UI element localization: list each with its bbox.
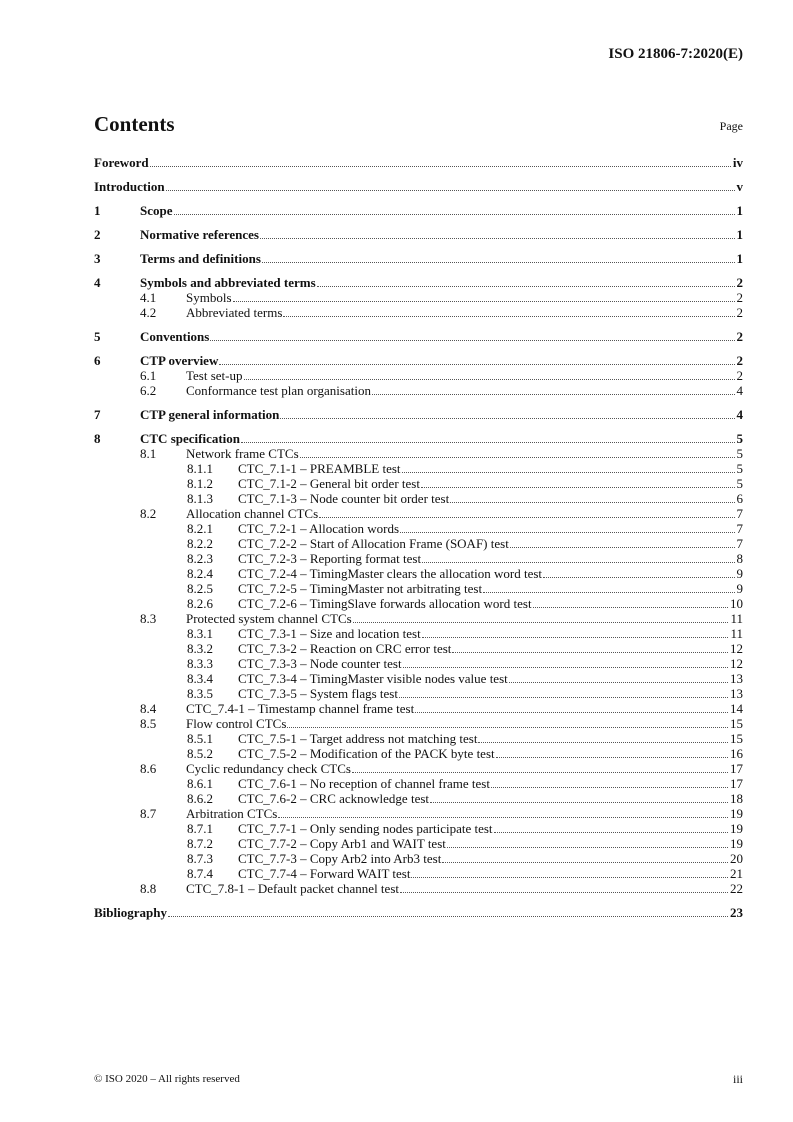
dot-leader xyxy=(219,353,734,365)
toc-entry[interactable] xyxy=(94,686,743,701)
toc-entry-number: 8.7.3 xyxy=(187,851,213,866)
toc-entry-title: CTC_7.2-4 – TimingMaster clears the allocation word test xyxy=(238,566,543,581)
toc-entry-page: 7 xyxy=(736,506,743,521)
toc-entry-title: Cyclic redundancy check CTCs xyxy=(186,761,351,776)
dot-leader xyxy=(402,461,735,473)
toc-entry[interactable] xyxy=(94,179,743,194)
toc-entry[interactable] xyxy=(94,368,743,383)
toc-entry-number: 5 xyxy=(94,329,101,344)
toc-entry-page: 2 xyxy=(736,353,743,368)
dot-leader xyxy=(422,551,734,563)
toc-entry-page: iv xyxy=(732,155,743,170)
dot-leader xyxy=(262,251,735,263)
toc-entry-title: Conventions xyxy=(140,329,210,344)
toc-entry[interactable] xyxy=(94,461,743,476)
toc-entry-page: 13 xyxy=(730,686,743,701)
toc-entry-page: 2 xyxy=(736,290,743,305)
dot-leader xyxy=(411,866,728,878)
toc-entry-number: 8.2 xyxy=(140,506,157,521)
toc-entry-page: 15 xyxy=(730,731,743,746)
dot-leader xyxy=(210,329,734,341)
toc-entry-number: 8.8 xyxy=(140,881,157,896)
dot-leader xyxy=(478,731,728,743)
toc-entry-number: 8.3.1 xyxy=(187,626,213,641)
toc-entry-page: 5 xyxy=(736,431,743,446)
toc-entry-page: 15 xyxy=(730,716,743,731)
toc-entry[interactable] xyxy=(94,290,743,305)
dot-leader xyxy=(352,761,728,773)
toc-entry-title: CTC_7.7-1 – Only sending nodes participate test xyxy=(238,821,493,836)
dot-leader xyxy=(510,536,735,548)
toc-entry-title: Foreword xyxy=(94,155,149,170)
toc-entry-number: 8.6 xyxy=(140,761,157,776)
toc-entry[interactable] xyxy=(94,407,743,422)
toc-entry-number: 8.5 xyxy=(140,716,157,731)
toc-entry-title: CTC_7.2-2 – Start of Allocation Frame (SOAF) test xyxy=(238,536,509,551)
toc-entry-number: 8.3.4 xyxy=(187,671,213,686)
toc-entry-title: Protected system channel CTCs xyxy=(186,611,352,626)
toc-entry-number: 8.7.4 xyxy=(187,866,213,881)
toc-entry-page: 10 xyxy=(730,596,743,611)
toc-entry-number: 8.1 xyxy=(140,446,157,461)
toc-entry-number: 8.2.2 xyxy=(187,536,213,551)
dot-leader xyxy=(509,671,728,683)
toc-entry-page: 11 xyxy=(730,611,743,626)
dot-leader xyxy=(283,305,734,317)
dot-leader xyxy=(452,641,728,653)
toc-entry-number: 8.5.2 xyxy=(187,746,213,761)
dot-leader xyxy=(399,686,728,698)
toc-entry-number: 6 xyxy=(94,353,101,368)
toc-entry[interactable] xyxy=(94,716,743,731)
toc-entry-number: 8.7.1 xyxy=(187,821,213,836)
toc-entry-number: 8.2.3 xyxy=(187,551,213,566)
toc-entry-page: 18 xyxy=(730,791,743,806)
dot-leader xyxy=(430,791,728,803)
toc-entry[interactable] xyxy=(94,521,743,536)
toc-entry-number: 8.3.3 xyxy=(187,656,213,671)
dot-leader xyxy=(233,290,735,302)
toc-entry-title: Flow control CTCs xyxy=(186,716,287,731)
toc-entry-title: CTC_7.3-3 – Node counter test xyxy=(238,656,402,671)
toc-entry-page: 20 xyxy=(730,851,743,866)
dot-leader xyxy=(415,701,728,713)
toc-entry[interactable] xyxy=(94,581,743,596)
toc-entry-page: 9 xyxy=(736,581,743,596)
toc-entry-number: 8.2.4 xyxy=(187,566,213,581)
toc-entry-page: 7 xyxy=(736,521,743,536)
toc-entry[interactable] xyxy=(94,506,743,521)
toc-entry[interactable] xyxy=(94,305,743,320)
toc-entry-page: 11 xyxy=(730,626,743,641)
toc-entry-number: 8.2.1 xyxy=(187,521,213,536)
dot-leader xyxy=(422,626,729,638)
toc-entry[interactable] xyxy=(94,701,743,716)
toc-entry-title: Abbreviated terms xyxy=(186,305,283,320)
dot-leader xyxy=(353,611,729,623)
dot-leader xyxy=(491,776,728,788)
toc-entry[interactable] xyxy=(94,791,743,806)
toc-entry-number: 8.5.1 xyxy=(187,731,213,746)
toc-entry-page: v xyxy=(736,179,743,194)
toc-entry-page: 2 xyxy=(736,275,743,290)
toc-entry-number: 8.6.1 xyxy=(187,776,213,791)
toc-entry-title: CTC_7.1-2 – General bit order test xyxy=(238,476,420,491)
toc-entry-page: 13 xyxy=(730,671,743,686)
toc-entry[interactable] xyxy=(94,746,743,761)
dot-leader xyxy=(400,881,728,893)
toc-entry-number: 4.1 xyxy=(140,290,157,305)
toc-entry-title: CTC_7.3-1 – Size and location test xyxy=(238,626,421,641)
toc-entry-page: 23 xyxy=(730,905,743,920)
toc-entry-number: 1 xyxy=(94,203,101,218)
toc-entry[interactable] xyxy=(94,329,743,344)
dot-leader xyxy=(241,431,734,443)
toc-entry[interactable] xyxy=(94,227,743,242)
toc-entry-page: 17 xyxy=(730,761,743,776)
toc-entry[interactable] xyxy=(94,275,743,290)
toc-entry[interactable] xyxy=(94,491,743,506)
dot-leader xyxy=(494,821,728,833)
toc-entry[interactable] xyxy=(94,641,743,656)
toc-entry[interactable] xyxy=(94,836,743,851)
document-id: ISO 21806-7:2020(E) xyxy=(608,46,743,62)
toc-entry[interactable] xyxy=(94,821,743,836)
dot-leader xyxy=(166,179,735,191)
page-number: iii xyxy=(732,1072,743,1086)
dot-leader xyxy=(300,446,735,458)
toc-entry[interactable] xyxy=(94,881,743,896)
toc-entry-number: 2 xyxy=(94,227,101,242)
toc-entry[interactable] xyxy=(94,551,743,566)
toc-entry-title: CTC_7.7-3 – Copy Arb2 into Arb3 test xyxy=(238,851,442,866)
toc-entry-title: Normative references xyxy=(140,227,259,242)
toc-entry[interactable] xyxy=(94,731,743,746)
toc-entry[interactable] xyxy=(94,761,743,776)
toc-entry-title: CTC_7.7-4 – Forward WAIT test xyxy=(238,866,411,881)
toc-entry-page: 2 xyxy=(736,329,743,344)
toc-entry[interactable] xyxy=(94,476,743,491)
toc-entry[interactable] xyxy=(94,431,743,446)
toc-entry-title: CTC_7.2-1 – Allocation words xyxy=(238,521,400,536)
dot-leader xyxy=(400,521,734,533)
toc-entry-title: CTC_7.3-4 – TimingMaster visible nodes value test xyxy=(238,671,508,686)
toc-entry-page: 19 xyxy=(730,821,743,836)
toc-entry-title: CTC_7.5-2 – Modification of the PACK byte test xyxy=(238,746,495,761)
toc-entry-page: 2 xyxy=(736,368,743,383)
toc-entry[interactable] xyxy=(94,566,743,581)
toc-entry-page: 5 xyxy=(736,461,743,476)
dot-leader xyxy=(174,203,735,215)
toc-entry-title: Arbitration CTCs xyxy=(186,806,278,821)
toc-entry-title: Conformance test plan organisation xyxy=(186,383,371,398)
toc-entry-page: 12 xyxy=(730,656,743,671)
toc-entry-title: Test set-up xyxy=(186,368,243,383)
toc-entry-page: 19 xyxy=(730,806,743,821)
page-title: Contents xyxy=(94,112,175,136)
toc-entry-title: Terms and definitions xyxy=(140,251,261,266)
toc-entry-number: 8.2.6 xyxy=(187,596,213,611)
dot-leader xyxy=(150,155,731,167)
toc-entry-title: CTC_7.2-6 – TimingSlave forwards allocation word test xyxy=(238,596,532,611)
toc-entry-number: 8.1.1 xyxy=(187,461,213,476)
toc-entry[interactable] xyxy=(94,851,743,866)
toc-entry-number: 8.1.2 xyxy=(187,476,213,491)
toc-entry-title: CTC_7.2-5 – TimingMaster not arbitrating test xyxy=(238,581,483,596)
toc-entry-number: 4.2 xyxy=(140,305,157,320)
toc-entry-title: CTC_7.6-1 – No reception of channel frame test xyxy=(238,776,490,791)
toc-entry-number: 4 xyxy=(94,275,101,290)
toc-entry[interactable] xyxy=(94,671,743,686)
toc-entry-title: CTC_7.8-1 – Default packet channel test xyxy=(186,881,399,896)
toc-entry-number: 8 xyxy=(94,431,101,446)
toc-entry-page: 5 xyxy=(736,476,743,491)
toc-entry-number: 6.2 xyxy=(140,383,157,398)
toc-entry-page: 21 xyxy=(730,866,743,881)
toc-entry-number: 7 xyxy=(94,407,101,422)
toc-entry-title: CTC_7.5-1 – Target address not matching test xyxy=(238,731,478,746)
dot-leader xyxy=(447,836,728,848)
toc-entry[interactable] xyxy=(94,353,743,368)
dot-leader xyxy=(278,806,728,818)
dot-leader xyxy=(483,581,734,593)
dot-leader xyxy=(533,596,728,608)
toc-entry-page: 4 xyxy=(736,407,743,422)
toc-entry-page: 12 xyxy=(730,641,743,656)
toc-entry-page: 1 xyxy=(736,251,743,266)
toc-entry-title: Bibliography xyxy=(94,905,167,920)
dot-leader xyxy=(372,383,735,395)
toc-entry-title: CTP general information xyxy=(140,407,280,422)
toc-entry-title: CTC_7.4-1 – Timestamp channel frame test xyxy=(186,701,415,716)
toc-entry-title: CTC_7.3-5 – System flags test xyxy=(238,686,398,701)
dot-leader xyxy=(260,227,735,239)
toc-entry-title: Introduction xyxy=(94,179,165,194)
toc-entry[interactable] xyxy=(94,203,743,218)
toc-entry-page: 9 xyxy=(736,566,743,581)
toc-entry-number: 8.2.5 xyxy=(187,581,213,596)
dot-leader xyxy=(421,476,735,488)
toc-entry-title: CTC_7.1-1 – PREAMBLE test xyxy=(238,461,401,476)
toc-entry-page: 1 xyxy=(736,203,743,218)
dot-leader xyxy=(280,407,734,419)
toc-entry[interactable] xyxy=(94,446,743,461)
page-column-label: Page xyxy=(719,119,743,133)
toc-entry-page: 8 xyxy=(736,551,743,566)
toc-entry-number: 8.3.2 xyxy=(187,641,213,656)
toc-entry-number: 6.1 xyxy=(140,368,157,383)
toc-entry[interactable] xyxy=(94,596,743,611)
toc-entry-title: CTC_7.3-2 – Reaction on CRC error test xyxy=(238,641,452,656)
toc-entry-number: 8.3.5 xyxy=(187,686,213,701)
toc-entry-number: 8.4 xyxy=(140,701,157,716)
dot-leader xyxy=(543,566,734,578)
toc-entry-page: 6 xyxy=(736,491,743,506)
toc-entry-number: 8.1.3 xyxy=(187,491,213,506)
toc-entry-title: Network frame CTCs xyxy=(186,446,299,461)
dot-leader xyxy=(442,851,728,863)
toc-entry[interactable] xyxy=(94,626,743,641)
toc-entry-title: CTC specification xyxy=(140,431,241,446)
toc-entry-title: Allocation channel CTCs xyxy=(186,506,319,521)
dot-leader xyxy=(168,905,728,917)
toc-entry[interactable] xyxy=(94,806,743,821)
toc-entry-page: 5 xyxy=(736,446,743,461)
toc-entry-page: 1 xyxy=(736,227,743,242)
toc-entry[interactable] xyxy=(94,776,743,791)
dot-leader xyxy=(319,506,734,518)
toc-entry-title: Symbols xyxy=(186,290,232,305)
dot-leader xyxy=(496,746,728,758)
toc-entry[interactable] xyxy=(94,905,743,920)
toc-entry[interactable] xyxy=(94,155,743,170)
toc-entry-page: 22 xyxy=(730,881,743,896)
toc-entry-page: 14 xyxy=(730,701,743,716)
toc-entry-page: 16 xyxy=(730,746,743,761)
toc-entry[interactable] xyxy=(94,611,743,626)
dot-leader xyxy=(403,656,728,668)
toc-entry-page: 2 xyxy=(736,305,743,320)
toc-entry-page: 4 xyxy=(736,383,743,398)
dot-leader xyxy=(287,716,728,728)
toc-entry[interactable] xyxy=(94,866,743,881)
table-of-contents xyxy=(94,155,743,920)
toc-entry-title: CTC_7.2-3 – Reporting format test xyxy=(238,551,422,566)
toc-entry-title: CTP overview xyxy=(140,353,219,368)
toc-entry-title: Scope xyxy=(140,203,173,218)
toc-entry-title: CTC_7.6-2 – CRC acknowledge test xyxy=(238,791,430,806)
toc-entry-number: 8.7 xyxy=(140,806,157,821)
toc-entry[interactable] xyxy=(94,656,743,671)
toc-entry-number: 8.6.2 xyxy=(187,791,213,806)
dot-leader xyxy=(450,491,734,503)
toc-entry-page: 19 xyxy=(730,836,743,851)
toc-entry-title: CTC_7.7-2 – Copy Arb1 and WAIT test xyxy=(238,836,446,851)
toc-entry[interactable] xyxy=(94,383,743,398)
toc-entry-number: 8.3 xyxy=(140,611,157,626)
dot-leader xyxy=(244,368,735,380)
dot-leader xyxy=(317,275,735,287)
toc-entry-page: 17 xyxy=(730,776,743,791)
toc-entry-title: Symbols and abbreviated terms xyxy=(140,275,316,290)
toc-entry-title: CTC_7.1-3 – Node counter bit order test xyxy=(238,491,450,506)
toc-entry-number: 8.7.2 xyxy=(187,836,213,851)
toc-entry-page: 7 xyxy=(736,536,743,551)
toc-entry-number: 3 xyxy=(94,251,101,266)
toc-entry[interactable] xyxy=(94,251,743,266)
toc-entry[interactable] xyxy=(94,536,743,551)
copyright-footer: © ISO 2020 – All rights reserved xyxy=(94,1073,240,1085)
